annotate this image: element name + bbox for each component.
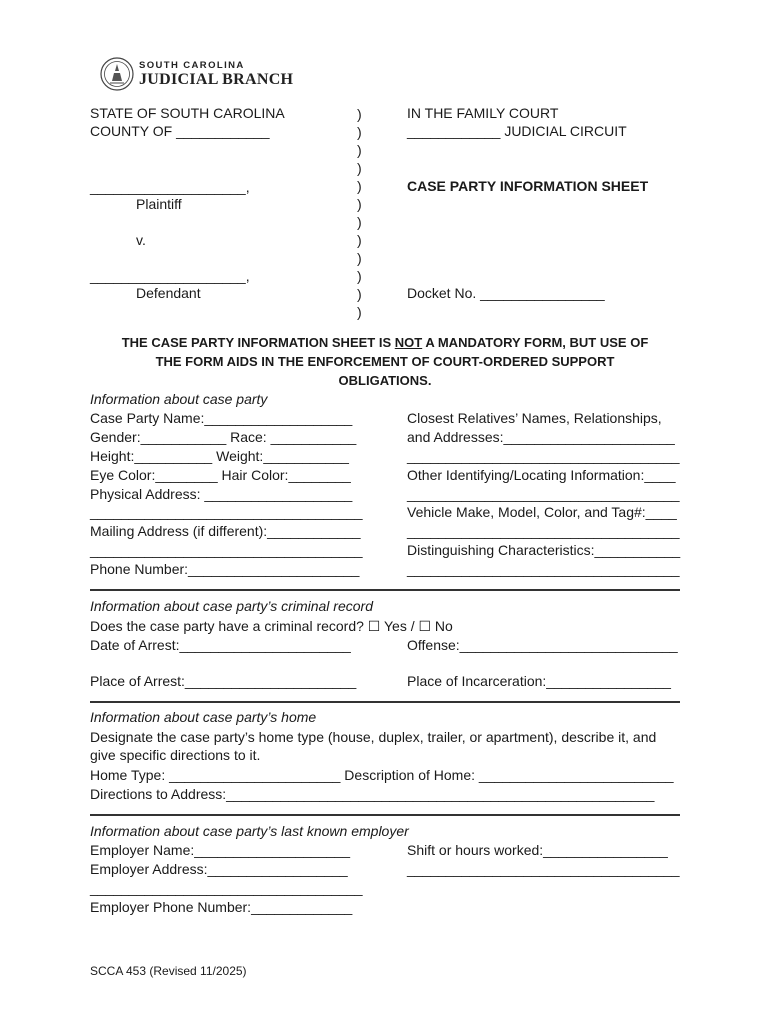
phone-number-field: Phone Number:______________________ xyxy=(90,561,360,577)
offense-field: Offense:____________________________ xyxy=(407,637,678,653)
eye-hair-field: Eye Color:________ Hair Color:________ xyxy=(90,467,351,483)
logo-title: JUDICIAL BRANCH xyxy=(139,71,294,88)
employer-name-field: Employer Name:____________________ xyxy=(90,842,350,858)
other-info-line2: ___________________________________ xyxy=(407,486,680,502)
gender-race-field: Gender:___________ Race: ___________ xyxy=(90,429,357,445)
vehicle-field: Vehicle Make, Model, Color, and Tag#:____ xyxy=(407,504,677,520)
state-label: STATE OF SOUTH CAROLINA xyxy=(90,105,285,121)
relatives-addresses-field: and Addresses:______________________ xyxy=(407,429,675,445)
distinguishing-line2: ___________________________________ xyxy=(407,561,680,577)
physical-address-line2: ___________________________________ xyxy=(90,504,363,520)
shift-field: Shift or hours worked:________________ xyxy=(407,842,668,858)
directions-field: Directions to Address:_______________________________________________________ xyxy=(90,786,655,802)
party-name-field: Case Party Name:___________________ xyxy=(90,410,353,426)
docket-field: Docket No. ________________ xyxy=(407,285,605,301)
date-of-arrest-field: Date of Arrest:______________________ xyxy=(90,637,351,653)
other-info-field: Other Identifying/Locating Information:____ xyxy=(407,467,676,483)
height-weight-field: Height:__________ Weight:___________ xyxy=(90,448,349,464)
home-instruction: Designate the case party’s home type (house, duplex, trailer, or apartment), describe it, and xyxy=(90,729,657,745)
defendant-field: ____________________, xyxy=(90,268,250,284)
employer-phone-field: Employer Phone Number:_____________ xyxy=(90,899,353,915)
employer-section-heading: Information about case party’s last known employer xyxy=(90,823,409,839)
employer-address-line2: ___________________________________ xyxy=(90,880,363,896)
home-section-heading: Information about case party’s home xyxy=(90,709,317,725)
defendant-label: Defendant xyxy=(136,285,201,301)
court-label: IN THE FAMILY COURT xyxy=(407,105,559,121)
employer-address-field: Employer Address:__________________ xyxy=(90,861,348,877)
distinguishing-field: Distinguishing Characteristics:___________ xyxy=(407,542,681,558)
vehicle-line2: ___________________________________ xyxy=(407,523,680,539)
county-field: COUNTY OF ____________ xyxy=(90,123,270,139)
criminal-section-heading: Information about case party’s criminal record xyxy=(90,598,373,614)
mandatory-notice: THE CASE PARTY INFORMATION SHEET IS NOT A MANDATORY FORM, BUT USE OF THE FORM AIDS IN THE ENFORCEMENT OF COURT-ORDERED SUPPORT OBLIGATIONS. xyxy=(121,335,649,388)
physical-address-field: Physical Address: ___________________ xyxy=(90,486,353,502)
mailing-address-field: Mailing Address (if different):____________ xyxy=(90,523,361,539)
form-identifier: SCCA 453 (Revised 11/2025) xyxy=(90,964,247,978)
relatives-line2: ___________________________________ xyxy=(407,448,680,464)
relatives-field: Closest Relatives’ Names, Relationships, xyxy=(407,410,662,426)
place-of-incarceration-field: Place of Incarceration:________________ xyxy=(407,673,671,689)
place-of-arrest-field: Place of Arrest:______________________ xyxy=(90,673,357,689)
logo-subtitle: SOUTH CAROLINA xyxy=(139,60,245,71)
shift-line2: ___________________________________ xyxy=(407,861,680,877)
seal-icon xyxy=(100,57,134,91)
home-instruction-cont: give specific directions to it. xyxy=(90,747,261,763)
form-title: CASE PARTY INFORMATION SHEET xyxy=(407,178,649,194)
party-section-heading: Information about case party xyxy=(90,391,268,407)
home-type-field: Home Type: ______________________ Description of Home: _________________________ xyxy=(90,767,674,783)
criminal-record-question: Does the case party have a criminal record? ☐ Yes / ☐ No xyxy=(90,618,453,634)
section-divider xyxy=(90,589,680,591)
section-divider xyxy=(90,814,680,816)
section-divider xyxy=(90,701,680,703)
mailing-address-line2: ___________________________________ xyxy=(90,542,363,558)
plaintiff-label: Plaintiff xyxy=(136,196,182,212)
circuit-field: ____________ JUDICIAL CIRCUIT xyxy=(407,123,627,139)
plaintiff-field: ____________________, xyxy=(90,179,250,195)
versus-label: v. xyxy=(136,232,146,248)
caption-parentheses: ) ) ) ) ) ) ) ) ) ) ) ) xyxy=(357,106,362,320)
